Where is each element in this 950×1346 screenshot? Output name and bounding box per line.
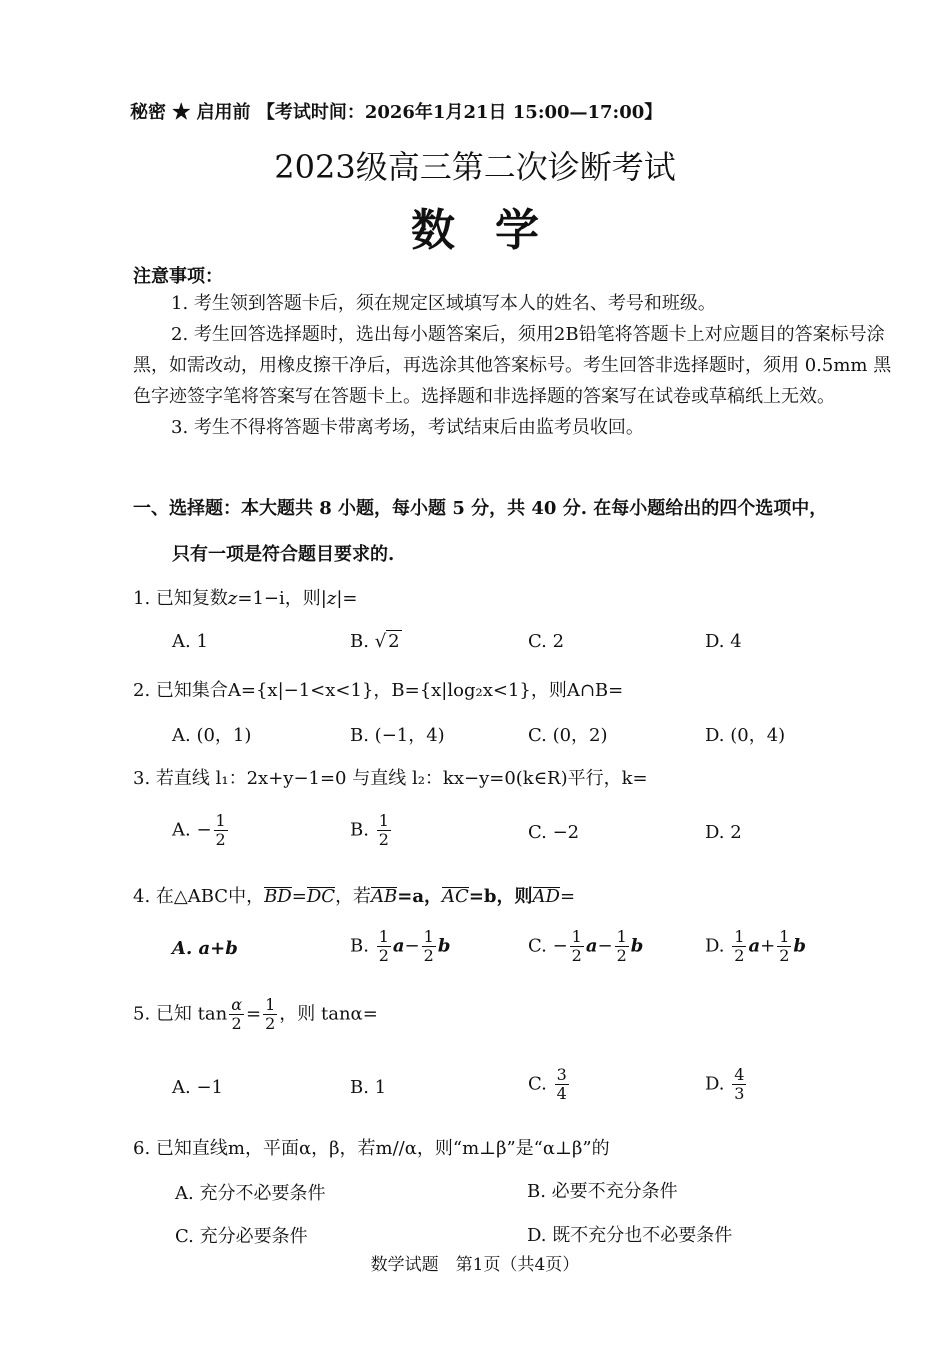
header-line xyxy=(130,98,662,124)
q6-option-d: D. 既不充分也不必要条件 xyxy=(527,1225,733,1246)
q6-option-c: C. 充分必要条件 xyxy=(175,1226,308,1247)
notice-item: 3. 考生不得将答题卡带离考场，考试结束后由监考员收回。 xyxy=(171,417,644,438)
question-6-stem: 6. 已知直线m，平面α，β，若m//α，则“m⊥β”是“α⊥β”的 xyxy=(133,1138,610,1159)
q4-option-b: B. $\frac{1}{2}$ a− $\frac{1}{2}$ b xyxy=(350,927,451,965)
q5-option-b: B. 1 xyxy=(350,1077,387,1098)
q3-option-a: A. − $\frac{1}{2}$ xyxy=(172,811,226,849)
q5-option-d: D. $\frac{4}{3}$ xyxy=(705,1065,745,1103)
notice-list xyxy=(133,288,893,443)
q2-option-a: A. (0，1) xyxy=(172,725,252,746)
section-heading-cont: 只有一项是符合题目要求的. xyxy=(172,544,395,565)
q2-option-b: B. (−1，4) xyxy=(350,725,445,746)
question-3-stem: 3. 若直线 l₁：2x+y−1=0 与直线 l₂：kx−y=0(k∈R)平行，k= xyxy=(133,768,648,789)
confidential-label: 秘密 ★ 启用前 xyxy=(130,102,251,123)
q1-option-d: D. 4 xyxy=(705,631,742,652)
q4-option-d: D. $\frac{1}{2}$ a+ $\frac{1}{2}$ b xyxy=(705,927,806,965)
question-2-stem: 2. 已知集合A={x|−1<x<1}，B={x|log₂x<1}，则A∩B= xyxy=(133,680,624,701)
question-5-stem: 5. 已知 tan $\frac{\alpha}{2}$ = $\frac{1}{2}$ ，则 tanα= xyxy=(133,995,378,1033)
q1-option-b: B. √ 2 xyxy=(350,631,400,652)
q6-option-a: A. 充分不必要条件 xyxy=(175,1183,326,1204)
q3-option-c: C. −2 xyxy=(528,822,580,843)
question-4-stem: 4. 在△ABC中，BD=DC，若AB=a，AC=b，则AD= xyxy=(133,886,576,907)
q5-option-a: A. −1 xyxy=(172,1077,223,1098)
q4-option-c: C. − $\frac{1}{2}$ a− $\frac{1}{2}$ b xyxy=(528,927,644,965)
exam-time: 【考试时间：2026年1月21日 15:00—17:00】 xyxy=(256,102,663,123)
subject-title: 数学 xyxy=(411,205,579,256)
q5-option-c: C. $\frac{3}{4}$ xyxy=(528,1065,567,1103)
notice-item: 1. 考生领到答题卡后，须在规定区域填写本人的姓名、考号和班级。 xyxy=(171,293,716,314)
q6-option-b: B. 必要不充分条件 xyxy=(527,1181,678,1202)
page-footer: 数学试题 第1页（共4页） xyxy=(370,1255,580,1275)
notice-heading: 注意事项： xyxy=(133,266,223,287)
q2-option-d: D. (0，4) xyxy=(705,725,786,746)
exam-title: 2023级高三第二次诊断考试 xyxy=(274,148,676,186)
q4-option-a: A. a+b xyxy=(172,938,238,959)
question-1-stem: 1. 已知复数z=1−i，则|z|= xyxy=(133,588,358,609)
notice-item: 2. 考生回答选择题时，选出每小题答案后，须用2B铅笔将答题卡上对应题目的答案标号涂黑，如需改动，用橡皮擦干净后，再选涂其他答案标号。考生回答非选择题时，须用 0.5mm 黑色字迹签字笔将答案写在答题卡上。选择题和非选择题的答案写在试卷或草稿纸上无效。 xyxy=(133,324,892,407)
q1-option-c: C. 2 xyxy=(528,631,565,652)
q1-option-a: A. 1 xyxy=(172,631,208,652)
q2-option-c: C. (0，2) xyxy=(528,725,608,746)
q3-option-d: D. 2 xyxy=(705,822,742,843)
q3-option-b: B. $\frac{1}{2}$ xyxy=(350,811,389,849)
section-heading: 一、选择题：本大题共 8 小题，每小题 5 分，共 40 分. 在每小题给出的四个选项中， xyxy=(133,498,828,519)
